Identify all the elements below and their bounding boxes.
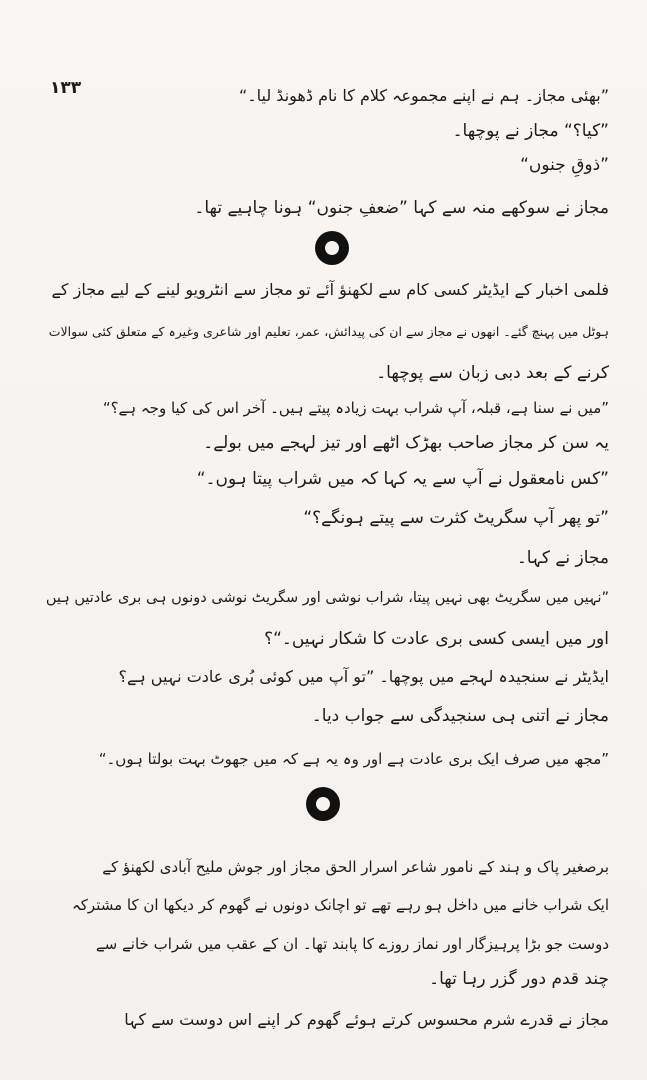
section-separator-ring — [306, 787, 340, 821]
text-line: مجاز نے قدرے شرم محسوس کرتے ہوئے گھوم کر اپنے اس دوست سے کہا — [124, 1010, 609, 1029]
page-number: ۱۳۳ — [50, 78, 82, 98]
text-line: ”بھئی مجاز۔ ہم نے اپنے مجموعہ کلام کا نام ڈھونڈ لیا۔“ — [238, 86, 609, 105]
text-line: ”تو پھر آپ سگریٹ کثرت سے پیتے ہونگے؟“ — [303, 508, 609, 528]
text-line: ”ذوقِ جنوں“ — [520, 155, 609, 175]
text-line: ہوٹل میں پہنچ گئے۔ انھوں نے مجاز سے ان کی پیدائش، عمر، تعلیم اور شاعری وغیرہ کے متعلق کئی سوالات — [48, 324, 609, 339]
text-line: چند قدم دور گزر رہا تھا۔ — [429, 969, 609, 989]
text-line: ”کس نامعقول نے آپ سے یہ کہا کہ میں شراب پیتا ہوں۔“ — [196, 469, 609, 489]
text-line: ”مجھ میں صرف ایک بری عادت ہے اور وہ یہ ہے کہ میں جھوٹ بہت بولتا ہوں۔“ — [98, 750, 609, 768]
text-line: یہ سن کر مجاز صاحب بھڑک اٹھے اور تیز لہجے میں بولے۔ — [203, 433, 609, 453]
text-line: مجاز نے کہا۔ — [516, 548, 609, 568]
text-line: مجاز نے سوکھے منہ سے کہا ”ضعفِ جنوں“ ہونا چاہیے تھا۔ — [194, 198, 609, 218]
text-line: برصغیر پاک و ہند کے نامور شاعر اسرار الحق مجاز اور جوش ملیح آبادی لکھنؤ کے — [102, 858, 609, 876]
text-line: مجاز نے اتنی ہی سنجیدگی سے جواب دیا۔ — [311, 706, 609, 726]
text-line: دوست جو بڑا پرہیزگار اور نماز روزے کا پابند تھا۔ ان کے عقب میں شراب خانے سے — [95, 935, 609, 953]
text-line: اور میں ایسی کسی بری عادت کا شکار نہیں۔“؟ — [264, 629, 609, 649]
text-line: ”میں نے سنا ہے، قبلہ، آپ شراب بہت زیادہ پیتے ہیں۔ آخر اس کی کیا وجہ ہے؟“ — [102, 399, 609, 417]
text-line: فلمی اخبار کے ایڈیٹر کسی کام سے لکھنؤ آئے تو مجاز سے انٹرویو لینے کے لیے مجاز کے — [51, 280, 609, 299]
text-line: ”نہیں میں سگریٹ بھی نہیں پیتا، شراب نوشی اور سگریٹ نوشی دونوں ہی بری عادتیں ہیں — [45, 590, 609, 606]
text-line: ”کیا؟“ مجاز نے پوچھا۔ — [452, 121, 609, 141]
section-separator-ring — [315, 231, 349, 265]
text-line: کرنے کے بعد دبی زبان سے پوچھا۔ — [376, 363, 609, 383]
text-line: ایڈیٹر نے سنجیدہ لہجے میں پوچھا۔ ”تو آپ میں کوئی بُری عادت نہیں ہے؟ — [118, 667, 609, 686]
text-line: ایک شراب خانے میں داخل ہو رہے تھے تو اچانک دونوں نے گھوم کر دیکھا ان کا مشترکہ — [72, 896, 609, 914]
